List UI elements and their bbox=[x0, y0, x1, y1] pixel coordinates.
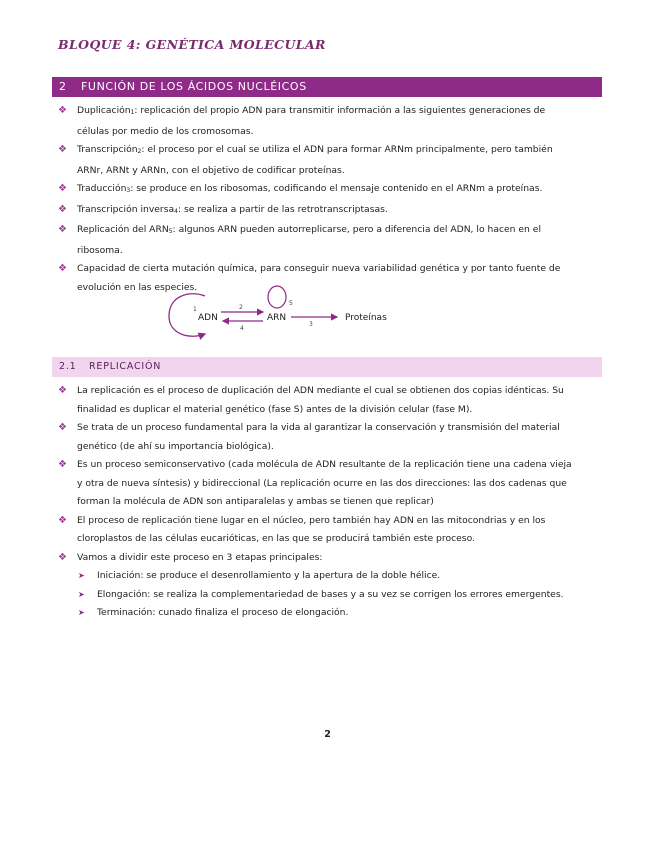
label-4: 4 bbox=[240, 325, 244, 332]
label-2: 2 bbox=[239, 304, 243, 311]
page-number: 2 bbox=[324, 729, 331, 740]
list-item: ❖ Transcripción inversa$_4$: se realiza a partir de las retrotranscriptasas. bbox=[58, 201, 578, 222]
diamond-bullet-icon: ❖ bbox=[58, 385, 67, 396]
list-item: ❖ Es un proceso semiconservativo (cada molécula de ADN resultante de la replicación tiene una cadena vieja y otra de nueva síntesis) y bidireccional (La replicación ocurre en las dos direcciones: las dos cadenas que forman la molécula de ADN son antiparalelas y ambas se tienen que replicar) bbox=[58, 456, 578, 512]
list-item: ❖ Transcripción$_2$: el proceso por el cual se utiliza el ADN para formar ARNm principalmente, pero también ARNr, ARNt y ARNn, con el objetivo de codificar proteínas. bbox=[58, 141, 578, 180]
list-item: ❖ Duplicación$_1$: replicación del propio ADN para transmitir información a las siguientes generaciones de células por medio de los cromosomas. bbox=[58, 102, 578, 141]
section-title: FUNCIÓN DE LOS ÁCIDOS NUCLÉICOS bbox=[81, 80, 307, 93]
arrow-bullet-icon: ➤ bbox=[78, 571, 85, 580]
diamond-bullet-icon: ❖ bbox=[58, 422, 67, 433]
list-item: ❖ El proceso de replicación tiene lugar en el núcleo, pero también hay ADN en las mitocondrias y en los cloroplastos de las células eucarióticas, en las que se producirá también este proceso. bbox=[58, 512, 578, 549]
diamond-bullet-icon: ❖ bbox=[58, 514, 67, 526]
section-number: 2 bbox=[59, 80, 66, 93]
replication-list bbox=[58, 382, 578, 623]
diamond-bullet-icon: ❖ bbox=[58, 224, 67, 235]
diamond-bullet-icon: ❖ bbox=[58, 183, 67, 194]
arrow-bullet-icon: ➤ bbox=[78, 589, 85, 599]
subsection-heading bbox=[52, 357, 602, 377]
subsection-title: REPLICACIÓN bbox=[89, 361, 162, 372]
functions-list bbox=[58, 102, 578, 297]
diamond-bullet-icon: ❖ bbox=[58, 203, 67, 215]
section-heading bbox=[52, 77, 602, 97]
list-item: ❖ Vamos a dividir este proceso en 3 etapas principales: ➤ Iniciación: se produce el desenrollamiento y la apertura de la doble hélice. ➤ Elongación: se realiza la complementariedad de bases y a su vez se corrigen los errores emergentes. ➤ Terminación: cunado finaliza el proceso de elongación. bbox=[58, 549, 578, 623]
list-item: ❖ La replicación es el proceso de duplicación del ADN mediante el cual se obtienen dos copias idénticas. Su finalidad es duplicar el material genético (fase S) antes de la división celular (fase M). bbox=[58, 382, 578, 419]
arrow-bullet-icon: ➤ bbox=[78, 608, 85, 617]
diamond-bullet-icon: ❖ bbox=[58, 105, 67, 116]
label-1: 1 bbox=[193, 306, 197, 313]
diamond-bullet-icon: ❖ bbox=[58, 551, 67, 563]
list-item: ❖ Replicación del $ARN_5$: algunos ARN pueden autorreplicarse, pero a diferencia del ADN, lo hacen en el ribosoma. bbox=[58, 221, 578, 260]
list-item: ❖ Capacidad de cierta mutación química, para conseguir nueva variabilidad genética y por tanto fuente de evolución en las especies. bbox=[58, 260, 578, 297]
page-header: BLOQUE 4: GENÉTICA MOLECULAR bbox=[58, 37, 326, 52]
subsection-number: 2.1 bbox=[59, 361, 77, 372]
diamond-bullet-icon: ❖ bbox=[58, 263, 67, 274]
diamond-bullet-icon: ❖ bbox=[58, 459, 67, 470]
proteins-label: Proteínas bbox=[345, 313, 387, 323]
arn-replication-loop bbox=[268, 286, 286, 308]
stage-item: ➤ Elongación: se realiza la complementariedad de bases y a su vez se corrigen los errores emergentes. bbox=[77, 586, 578, 605]
adn-label: ADN bbox=[198, 313, 218, 323]
diamond-bullet-icon: ❖ bbox=[58, 144, 67, 155]
arn-label: ARN bbox=[267, 313, 287, 323]
label-3: 3 bbox=[309, 321, 313, 328]
nucleic-acid-flow-diagram bbox=[165, 284, 405, 344]
label-5: 5 bbox=[289, 300, 293, 307]
stage-item: ➤ Iniciación: se produce el desenrollamiento y la apertura de la doble hélice. bbox=[77, 567, 578, 586]
list-item: ❖ Se trata de un proceso fundamental para la vida al garantizar la conservación y transmisión del material genético (de ahí su importancia biológica). bbox=[58, 419, 578, 456]
list-item: ❖ Traducción$_3$: se produce en los ribosomas, codificando el mensaje contenido en el ARNm a proteínas. bbox=[58, 180, 578, 201]
stages-list bbox=[77, 567, 578, 623]
stage-item: ➤ Terminación: cunado finaliza el proceso de elongación. bbox=[77, 604, 578, 623]
